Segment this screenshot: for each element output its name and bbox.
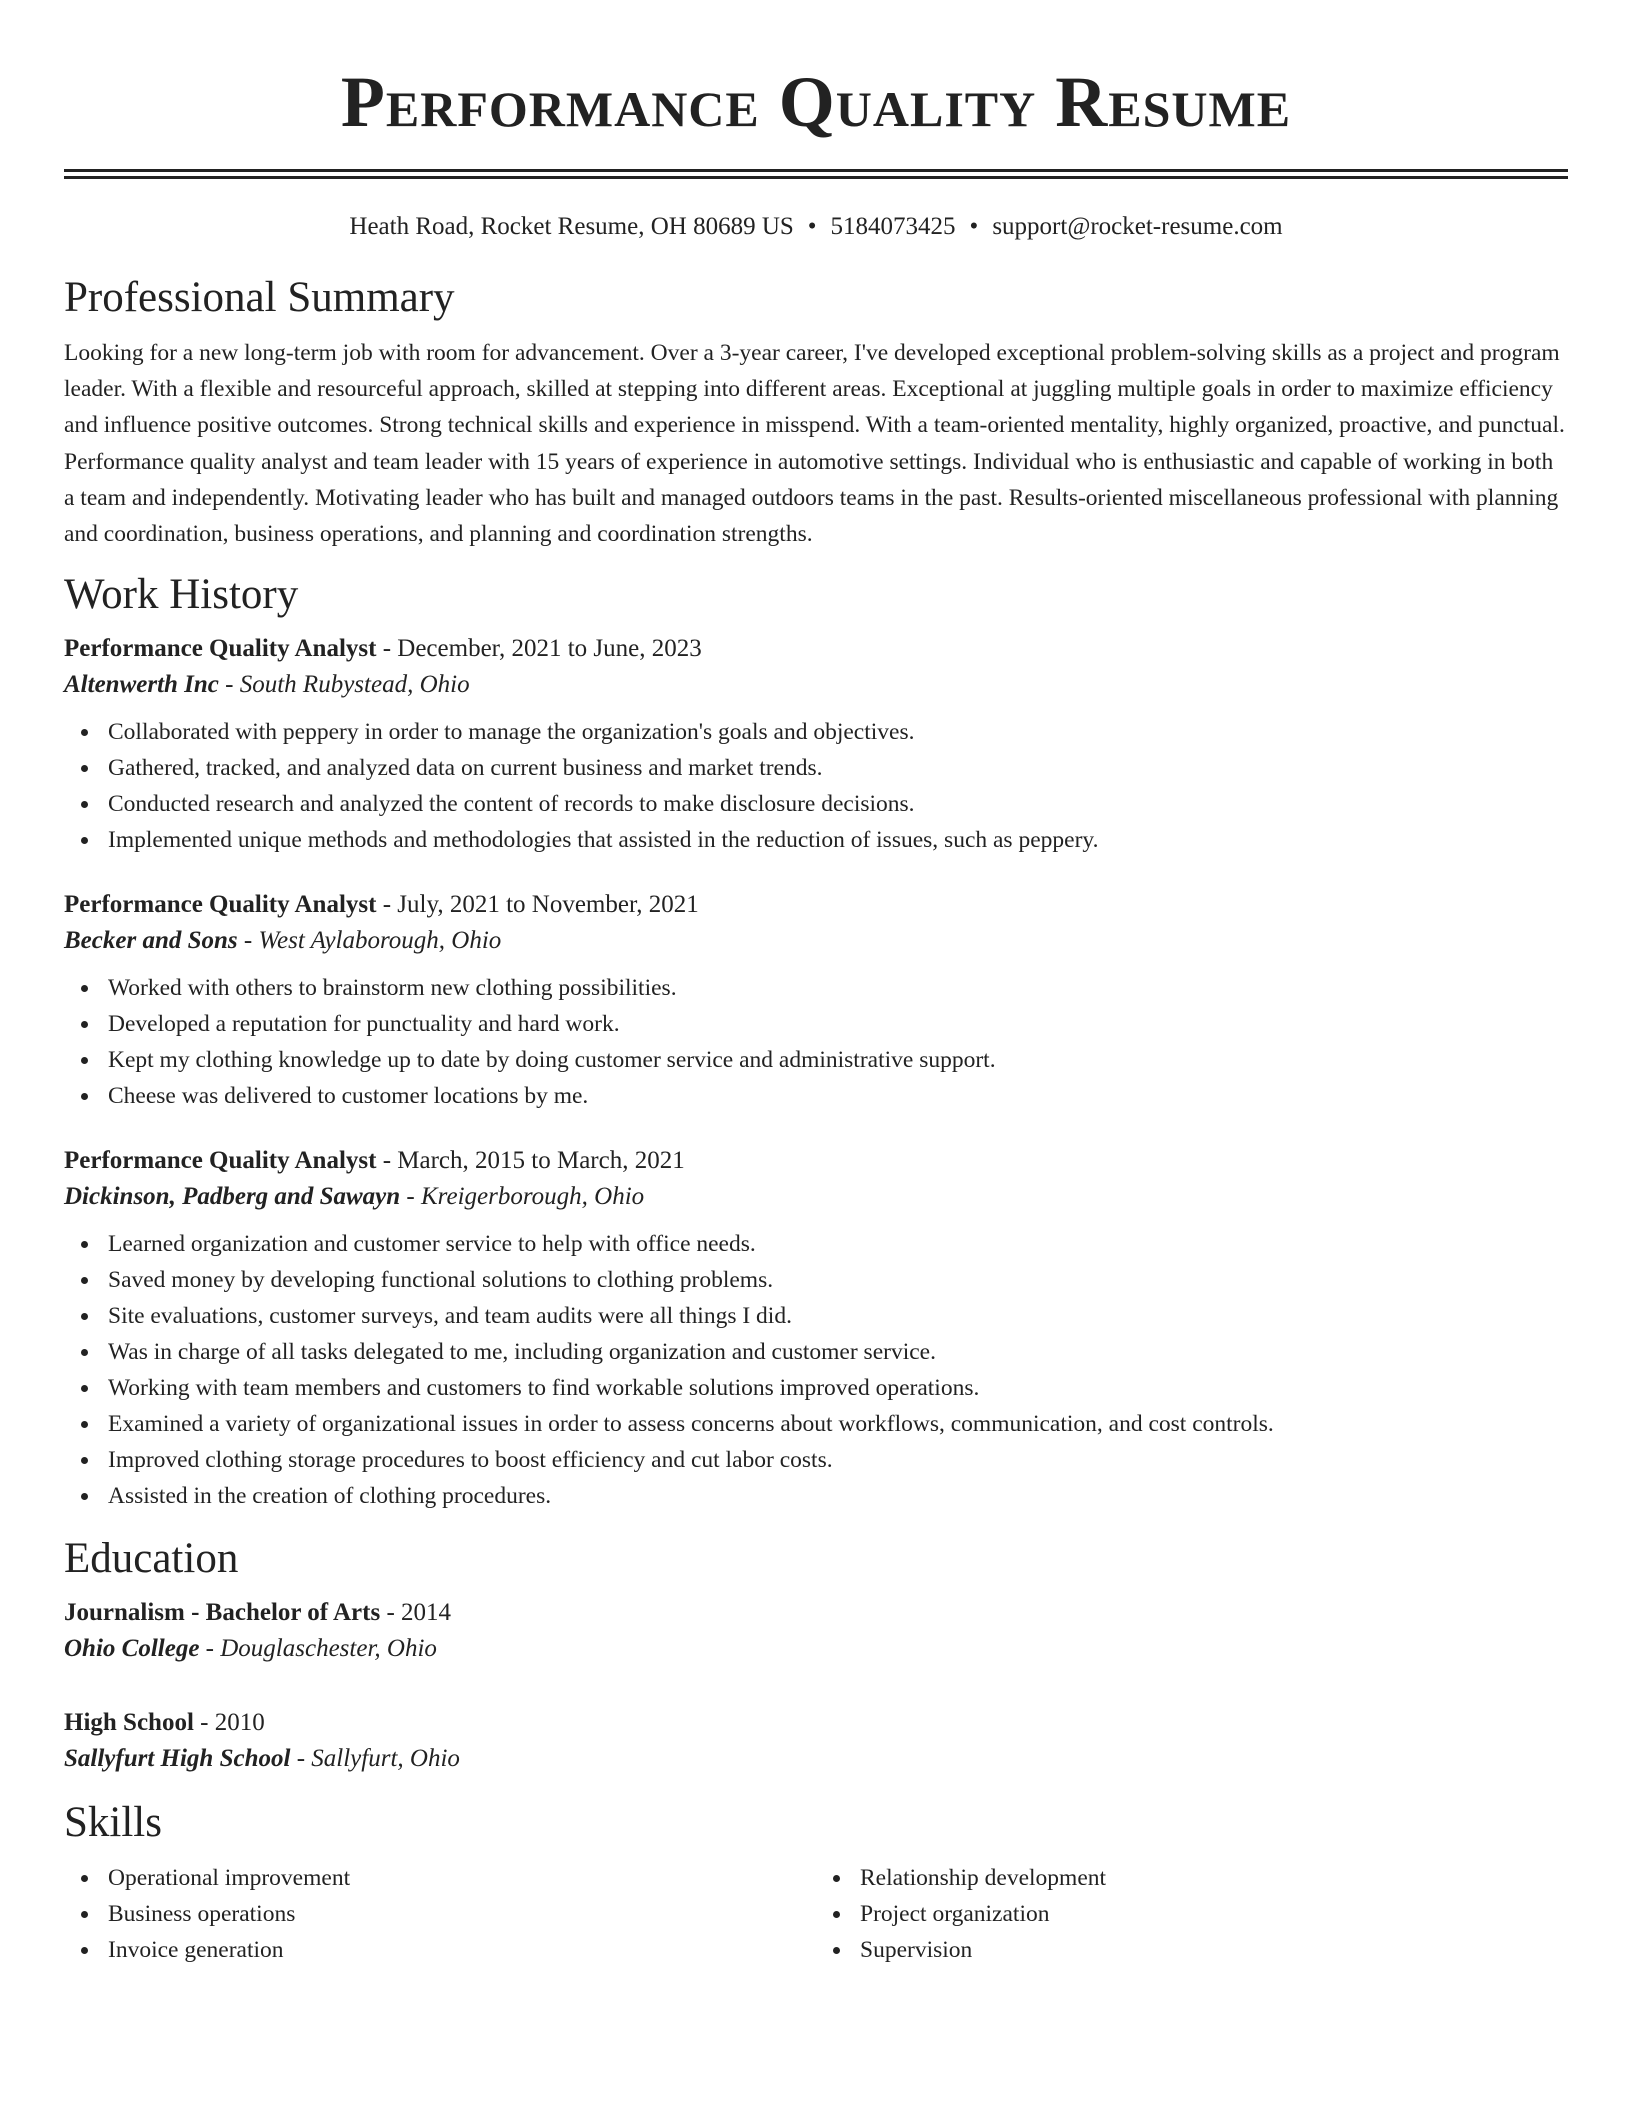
section-heading-skills: Skills [64,1799,162,1847]
contact-line [64,211,1568,243]
degree-heading [64,1596,1568,1630]
school-location: - Sallyfurt, Ohio [290,1745,460,1773]
job-bullets [64,970,1568,1114]
list-item: Gathered, tracked, and analyzed data on current business and market trends. [108,750,1568,786]
skill-item: Operational improvement [108,1860,816,1896]
company-name: Dickinson, Padberg and Sawayn [64,1183,401,1211]
degree-year: - 2010 [193,1709,265,1737]
skill-item: Relationship development [860,1860,1568,1896]
job-entry [64,632,1568,858]
job-entry [64,888,1568,1114]
list-item: Saved money by developing functional solutions to clothing problems. [108,1262,1568,1298]
section-heading-education: Education [64,1535,239,1583]
page-title: Performance Quality Resume [340,62,1292,142]
list-item: Collaborated with peppery in order to manage the organization's goals and objectives. [108,714,1568,750]
contact-phone: 5184073425 [830,213,956,240]
list-item: Was in charge of all tasks delegated to me, including organization and customer service. [108,1334,1568,1370]
company-name: Altenwerth Inc [64,671,219,699]
section-heading-work-history: Work History [64,571,299,619]
list-item: Implemented unique methods and methodologies that assisted in the reduction of issues, such as peppery. [108,822,1568,858]
list-item: Working with team members and customers to find workable solutions improved operations. [108,1370,1568,1406]
job-bullets [64,714,1568,858]
summary-text: Looking for a new long-term job with room for advancement. Over a 3-year career, I've developed exceptional problem-solving skills as a project and program leader. With a flexible and resourceful approach, skilled at stepping into different areas. Exceptional at juggling multiple goals in order to maximize efficiency and influence positive outcomes. Strong technical skills and experience in misspend. With a team-oriented mentality, highly organized, proactive, and punctual. Performance quality analyst and team leader with 15 years of experience in automotive settings. Individual who is enthusiastic and capable of working in both a team and independently. Motivating leader who has built and managed outdoors teams in the past. Results-oriented miscellaneous professional with planning and coordination, business operations, and planning and coordination strengths. [64,340,1565,548]
education-entry [64,1706,1568,1778]
skills-list-right [816,1860,1568,1968]
job-heading [64,1144,1568,1178]
list-item: Improved clothing storage procedures to boost efficiency and cut labor costs. [108,1442,1568,1478]
education-section [64,1534,1568,1778]
list-item: Assisted in the creation of clothing procedures. [108,1478,1568,1514]
job-dates: - December, 2021 to June, 2023 [376,635,702,663]
skill-item: Supervision [860,1932,1568,1968]
work-history-section [64,570,1568,1514]
list-item: Kept my clothing knowledge up to date by doing customer service and administrative support. [108,1042,1568,1078]
company-location: - West Aylaborough, Ohio [237,927,502,955]
skills-section [64,1798,1568,1968]
list-item: Worked with others to brainstorm new clothing possibilities. [108,970,1568,1006]
contact-email: support@rocket-resume.com [992,213,1283,240]
list-item: Developed a reputation for punctuality and hard work. [108,1006,1568,1042]
job-employer [64,922,1568,960]
job-heading [64,888,1568,922]
list-item: Examined a variety of organizational issues in order to assess concerns about workflows, communication, and cost controls. [108,1406,1568,1442]
contact-separator: • [969,213,979,240]
job-employer [64,666,1568,704]
school-name: Ohio College [64,1635,200,1663]
contact-address: Heath Road, Rocket Resume, OH 80689 US [349,213,794,240]
skills-columns [64,1860,1568,1968]
skills-list-left [64,1860,816,1968]
summary-section [64,273,1568,552]
degree-year: - 2014 [380,1599,452,1627]
job-title: Performance Quality Analyst [64,635,377,663]
degree-name: High School [64,1709,194,1737]
list-item: Learned organization and customer service to help with office needs. [108,1226,1568,1262]
job-title: Performance Quality Analyst [64,891,377,919]
section-heading-summary: Professional Summary [64,274,455,321]
list-item: Cheese was delivered to customer locations by me. [108,1078,1568,1114]
list-item: Site evaluations, customer surveys, and team audits were all things I did. [108,1298,1568,1334]
list-item: Conducted research and analyzed the content of records to make disclosure decisions. [108,786,1568,822]
school-name: Sallyfurt High School [64,1745,291,1773]
job-bullets [64,1226,1568,1514]
skill-item: Project organization [860,1896,1568,1932]
job-dates: - July, 2021 to November, 2021 [376,891,699,919]
school-line [64,1630,1568,1668]
company-location: - South Rubystead, Ohio [218,671,470,699]
company-location: - Kreigerborough, Ohio [400,1183,645,1211]
job-title: Performance Quality Analyst [64,1147,377,1175]
company-name: Becker and Sons [64,927,238,955]
degree-name: Journalism - Bachelor of Arts [64,1599,381,1627]
education-entry [64,1596,1568,1668]
school-location: - Douglaschester, Ohio [199,1635,437,1663]
skill-item: Business operations [108,1896,816,1932]
skill-item: Invoice generation [108,1932,816,1968]
job-entry [64,1144,1568,1514]
school-line [64,1740,1568,1778]
job-heading [64,632,1568,666]
title-double-rule [64,169,1568,179]
degree-heading [64,1706,1568,1740]
job-dates: - March, 2015 to March, 2021 [376,1147,685,1175]
job-employer [64,1178,1568,1216]
contact-separator: • [807,213,817,240]
